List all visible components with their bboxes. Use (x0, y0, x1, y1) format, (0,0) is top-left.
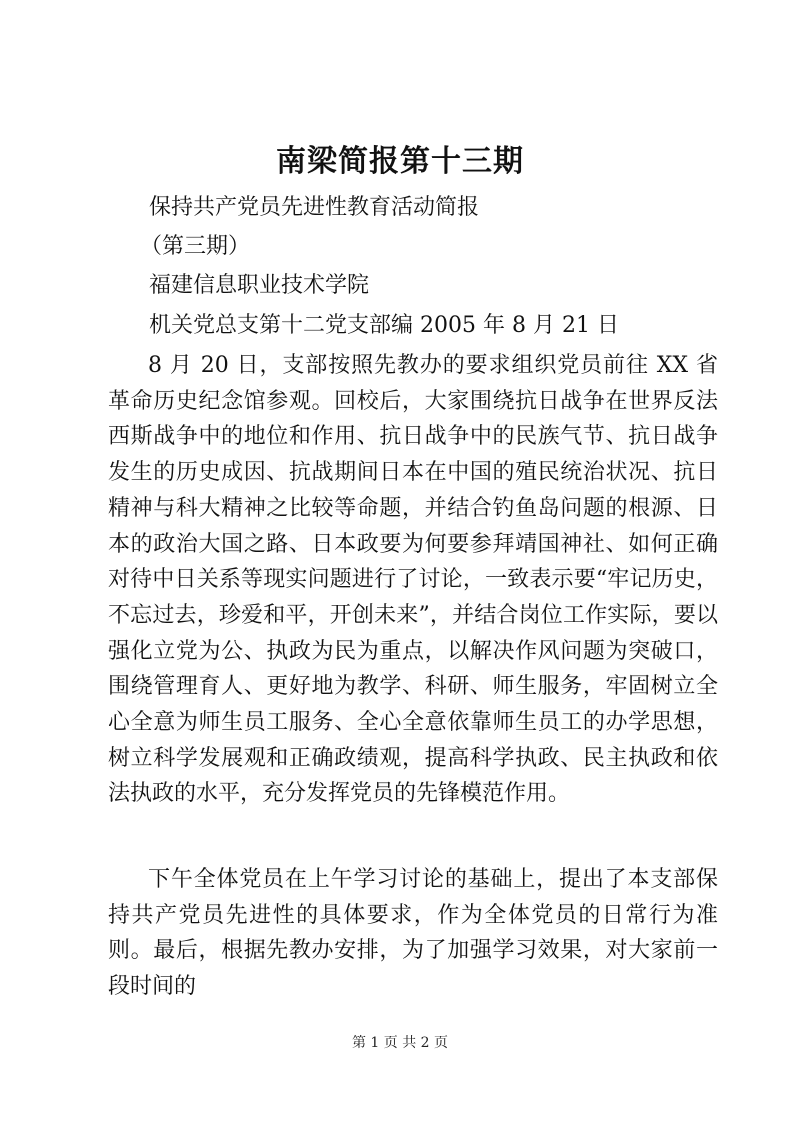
issue-number: （第三期） (140, 234, 251, 259)
editor-date-line: 机关党总支第十二党支部编 2005 年 8 月 21 日 (149, 313, 619, 338)
body-paragraph-1: 8 月 20 日，支部按照先教办的要求组织党员前往 XX 省革命历史纪念馆参观。回校后，大家围绕抗日战争在世界反法西斯战争中的地位和作用、抗日战争中的民族气节、抗日战争发生的历史成因、抗战期间日本在中国的殖民统治状况、抗日精神与科大精神之比较等命题，并结合钓鱼岛问题的根源、日本的政治大国之路、日本政要为何要参拜靖国神社、如何正确对待中日关系等现实问题进行了讨论，一致表示要“牢记历史，不忘过去，珍爱和平，开创未来”，并结合岗位工作实际，要以强化立党为公、执政为民为重点，以解决作风问题为突破口，围绕管理育人、更好地为教学、科研、师生服务，牢固树立全心全意为师生员工服务、全心全意依靠师生员工的办学思想，树立科学发展观和正确政绩观，提高科学执政、民主执政和依法执政的水平，充分发挥党员的先锋模范作用。 (108, 353, 718, 807)
institution-name: 福建信息职业技术学院 (149, 273, 370, 298)
document-title: 南梁简报第十三期 (276, 144, 524, 179)
subtitle: 保持共产党员先进性教育活动简报 (149, 195, 480, 220)
body-paragraph-2: 下午全体党员在上午学习讨论的基础上，提出了本支部保持共产党员先进性的具体要求，作为全体党员的日常行为准则。最后，根据先教办安排，为了加强学习效果，对大家前一段时间的 (108, 867, 718, 1000)
page-footer: 第 1 页 共 2 页 (351, 1035, 449, 1051)
